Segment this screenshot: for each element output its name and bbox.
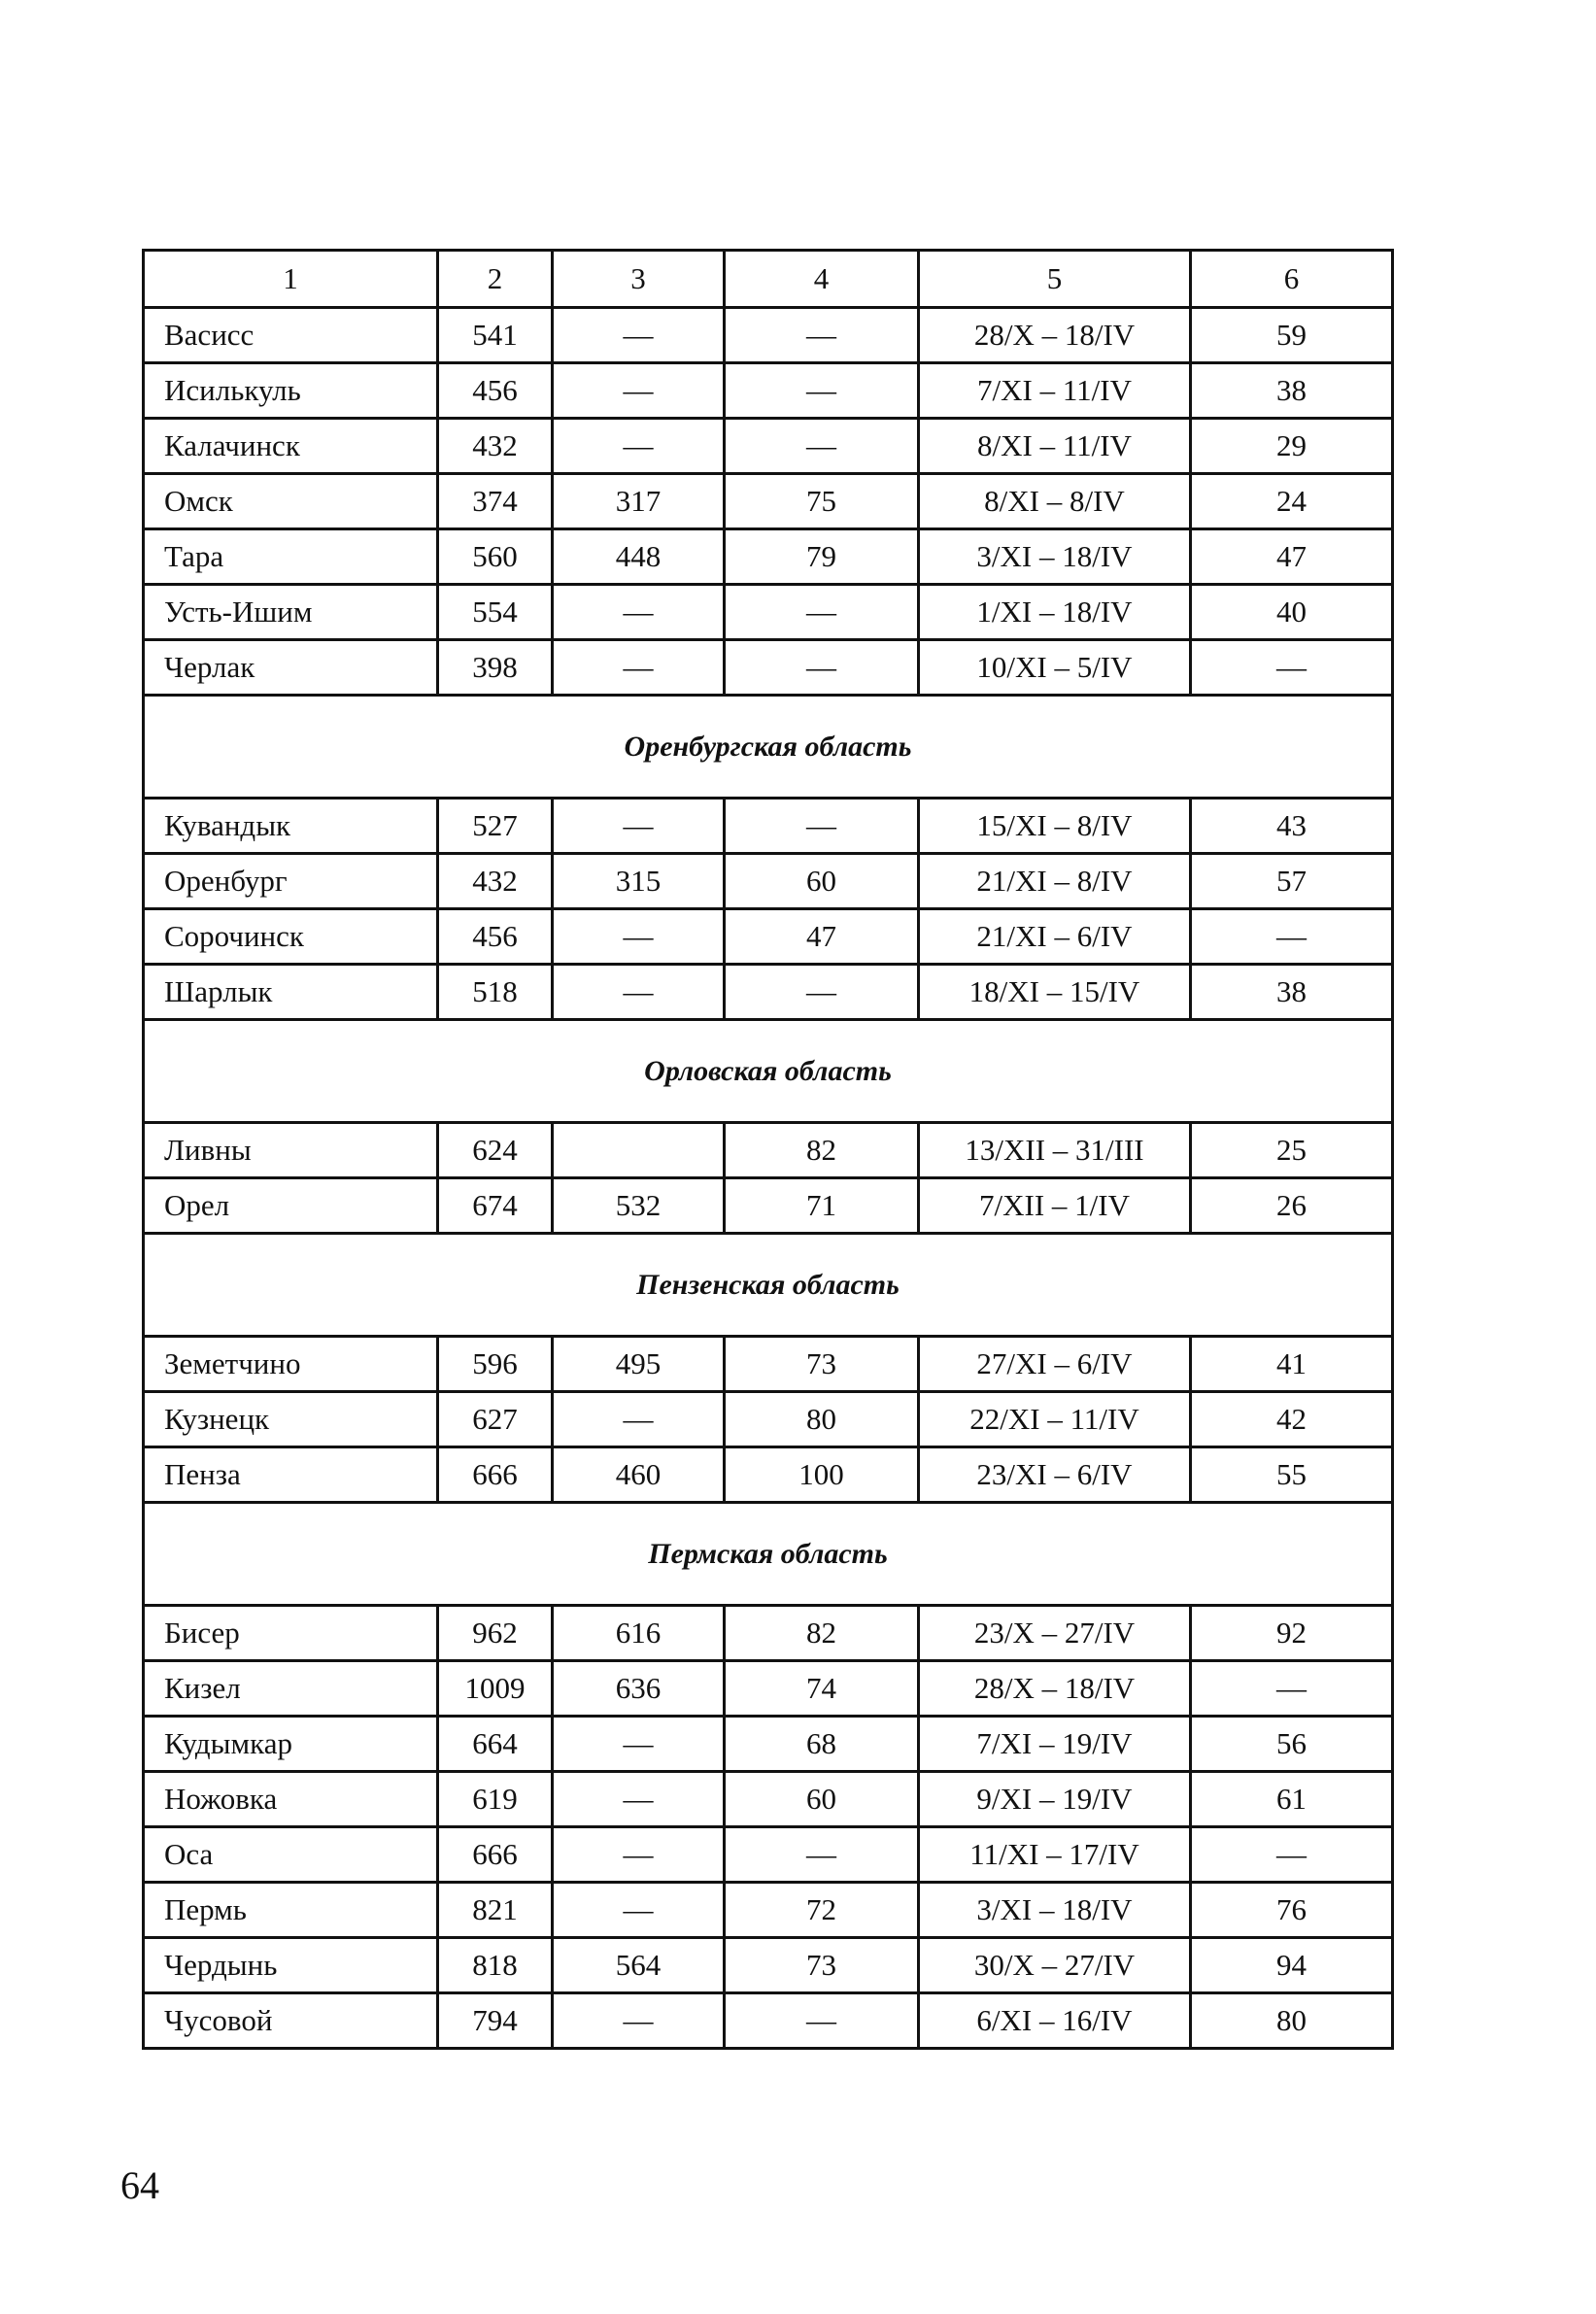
table-row — [144, 1606, 1393, 1661]
table-row — [144, 854, 1393, 909]
table-row — [144, 1447, 1393, 1503]
table-row — [144, 419, 1393, 474]
station-name-cell: Чердынь — [144, 1938, 438, 1993]
value-cell: 495 — [553, 1337, 725, 1392]
value-cell: 71 — [725, 1178, 919, 1234]
value-cell: 29 — [1191, 419, 1393, 474]
value-cell: — — [553, 1993, 725, 2049]
value-cell: — — [725, 363, 919, 419]
value-cell: 8/XI – 8/IV — [919, 474, 1191, 529]
value-cell: 13/XII – 31/III — [919, 1123, 1191, 1178]
table-row — [144, 1661, 1393, 1717]
value-cell: — — [1191, 1827, 1393, 1883]
header-cell: 3 — [553, 251, 725, 308]
value-cell: 317 — [553, 474, 725, 529]
station-name-cell: Черлак — [144, 640, 438, 696]
table-row — [144, 585, 1393, 640]
table-row — [144, 308, 1393, 363]
value-cell: — — [1191, 909, 1393, 965]
value-cell: 560 — [438, 529, 553, 585]
value-cell: 532 — [553, 1178, 725, 1234]
value-cell: — — [725, 585, 919, 640]
value-cell: — — [553, 363, 725, 419]
value-cell: 448 — [553, 529, 725, 585]
section-heading-row — [144, 1503, 1393, 1606]
value-cell: 94 — [1191, 1938, 1393, 1993]
value-cell: 374 — [438, 474, 553, 529]
value-cell: 76 — [1191, 1883, 1393, 1938]
value-cell: — — [725, 1993, 919, 2049]
value-cell: 596 — [438, 1337, 553, 1392]
value-cell: 1/XI – 18/IV — [919, 585, 1191, 640]
header-cell: 1 — [144, 251, 438, 308]
value-cell — [553, 1123, 725, 1178]
value-cell: — — [553, 1717, 725, 1772]
value-cell: 28/X – 18/IV — [919, 308, 1191, 363]
value-cell: — — [553, 1772, 725, 1827]
value-cell: 7/XI – 19/IV — [919, 1717, 1191, 1772]
value-cell: — — [725, 419, 919, 474]
section-heading-row — [144, 1020, 1393, 1123]
station-name-cell: Омск — [144, 474, 438, 529]
station-name-cell: Чусовой — [144, 1993, 438, 2049]
value-cell: 3/XI – 18/IV — [919, 529, 1191, 585]
station-name-cell: Калачинск — [144, 419, 438, 474]
value-cell: 59 — [1191, 308, 1393, 363]
value-cell: — — [553, 308, 725, 363]
value-cell: 624 — [438, 1123, 553, 1178]
value-cell: — — [553, 419, 725, 474]
value-cell: 6/XI – 16/IV — [919, 1993, 1191, 2049]
value-cell: 18/XI – 15/IV — [919, 965, 1191, 1020]
value-cell: 42 — [1191, 1392, 1393, 1447]
header-cell: 6 — [1191, 251, 1393, 308]
station-name-cell: Ливны — [144, 1123, 438, 1178]
table-row — [144, 1938, 1393, 1993]
value-cell: — — [1191, 640, 1393, 696]
value-cell: 57 — [1191, 854, 1393, 909]
value-cell: 73 — [725, 1938, 919, 1993]
value-cell: 664 — [438, 1717, 553, 1772]
section-heading: Оренбургская область — [144, 696, 1393, 799]
value-cell: 666 — [438, 1827, 553, 1883]
station-name-cell: Кузнецк — [144, 1392, 438, 1447]
table-row — [144, 363, 1393, 419]
station-name-cell: Сорочинск — [144, 909, 438, 965]
value-cell: — — [553, 799, 725, 854]
value-cell: 23/XI – 6/IV — [919, 1447, 1191, 1503]
value-cell: — — [725, 308, 919, 363]
value-cell: 47 — [1191, 529, 1393, 585]
value-cell: — — [553, 585, 725, 640]
station-name-cell: Оренбург — [144, 854, 438, 909]
value-cell: 821 — [438, 1883, 553, 1938]
value-cell: 38 — [1191, 965, 1393, 1020]
value-cell: 315 — [553, 854, 725, 909]
header-cell: 2 — [438, 251, 553, 308]
value-cell: 72 — [725, 1883, 919, 1938]
value-cell: 92 — [1191, 1606, 1393, 1661]
section-heading: Орловская область — [144, 1020, 1393, 1123]
value-cell: 518 — [438, 965, 553, 1020]
page-number: 64 — [120, 2163, 159, 2207]
value-cell: 38 — [1191, 363, 1393, 419]
value-cell: 398 — [438, 640, 553, 696]
value-cell: 21/XI – 8/IV — [919, 854, 1191, 909]
value-cell: — — [553, 640, 725, 696]
climate-table — [142, 249, 1394, 2050]
table-row — [144, 529, 1393, 585]
station-name-cell: Васисс — [144, 308, 438, 363]
section-heading: Пензенская область — [144, 1234, 1393, 1337]
value-cell: 68 — [725, 1717, 919, 1772]
value-cell: 41 — [1191, 1337, 1393, 1392]
value-cell: 674 — [438, 1178, 553, 1234]
value-cell: 627 — [438, 1392, 553, 1447]
value-cell: — — [553, 965, 725, 1020]
value-cell: 10/XI – 5/IV — [919, 640, 1191, 696]
value-cell: 56 — [1191, 1717, 1393, 1772]
value-cell: 47 — [725, 909, 919, 965]
table-row — [144, 1883, 1393, 1938]
station-name-cell: Шарлык — [144, 965, 438, 1020]
value-cell: — — [553, 1883, 725, 1938]
value-cell: 27/XI – 6/IV — [919, 1337, 1191, 1392]
value-cell: 40 — [1191, 585, 1393, 640]
value-cell: 23/X – 27/IV — [919, 1606, 1191, 1661]
table-row — [144, 965, 1393, 1020]
value-cell: — — [725, 799, 919, 854]
value-cell: 7/XI – 11/IV — [919, 363, 1191, 419]
value-cell: 554 — [438, 585, 553, 640]
value-cell: 11/XI – 17/IV — [919, 1827, 1191, 1883]
value-cell: — — [553, 1392, 725, 1447]
value-cell: 541 — [438, 308, 553, 363]
header-cell: 5 — [919, 251, 1191, 308]
value-cell: 73 — [725, 1337, 919, 1392]
value-cell: 456 — [438, 363, 553, 419]
table-row — [144, 1772, 1393, 1827]
climate-table-container — [142, 249, 1391, 2050]
value-cell: 75 — [725, 474, 919, 529]
table-row — [144, 1123, 1393, 1178]
table-row — [144, 1717, 1393, 1772]
value-cell: 30/X – 27/IV — [919, 1938, 1191, 1993]
station-name-cell: Пенза — [144, 1447, 438, 1503]
station-name-cell: Исилькуль — [144, 363, 438, 419]
table-row — [144, 1178, 1393, 1234]
value-cell: 100 — [725, 1447, 919, 1503]
value-cell: 432 — [438, 419, 553, 474]
station-name-cell: Земетчино — [144, 1337, 438, 1392]
value-cell: — — [725, 965, 919, 1020]
section-heading: Пермская область — [144, 1503, 1393, 1606]
section-heading-row — [144, 1234, 1393, 1337]
value-cell: 15/XI – 8/IV — [919, 799, 1191, 854]
table-row — [144, 909, 1393, 965]
value-cell: 26 — [1191, 1178, 1393, 1234]
station-name-cell: Кувандык — [144, 799, 438, 854]
value-cell: 616 — [553, 1606, 725, 1661]
value-cell: — — [725, 1827, 919, 1883]
station-name-cell: Тара — [144, 529, 438, 585]
value-cell: 432 — [438, 854, 553, 909]
table-row — [144, 1392, 1393, 1447]
value-cell: 22/XI – 11/IV — [919, 1392, 1191, 1447]
value-cell: — — [1191, 1661, 1393, 1717]
column-number-header-row — [144, 251, 1393, 308]
value-cell: 9/XI – 19/IV — [919, 1772, 1191, 1827]
table-row — [144, 640, 1393, 696]
station-name-cell: Орел — [144, 1178, 438, 1234]
value-cell: 636 — [553, 1661, 725, 1717]
value-cell: 61 — [1191, 1772, 1393, 1827]
value-cell: 55 — [1191, 1447, 1393, 1503]
value-cell: 456 — [438, 909, 553, 965]
value-cell: 80 — [1191, 1993, 1393, 2049]
table-row — [144, 799, 1393, 854]
value-cell: 80 — [725, 1392, 919, 1447]
value-cell: 79 — [725, 529, 919, 585]
value-cell: — — [553, 909, 725, 965]
value-cell: 21/XI – 6/IV — [919, 909, 1191, 965]
station-name-cell: Ножовка — [144, 1772, 438, 1827]
value-cell: 60 — [725, 1772, 919, 1827]
station-name-cell: Кизел — [144, 1661, 438, 1717]
table-row — [144, 474, 1393, 529]
value-cell: 25 — [1191, 1123, 1393, 1178]
value-cell: 7/XII – 1/IV — [919, 1178, 1191, 1234]
value-cell: 666 — [438, 1447, 553, 1503]
value-cell: 43 — [1191, 799, 1393, 854]
value-cell: 60 — [725, 854, 919, 909]
station-name-cell: Оса — [144, 1827, 438, 1883]
value-cell: 818 — [438, 1938, 553, 1993]
value-cell: 1009 — [438, 1661, 553, 1717]
value-cell: 460 — [553, 1447, 725, 1503]
value-cell: 82 — [725, 1123, 919, 1178]
value-cell: 3/XI – 18/IV — [919, 1883, 1191, 1938]
value-cell: 619 — [438, 1772, 553, 1827]
station-name-cell: Пермь — [144, 1883, 438, 1938]
table-body — [144, 251, 1393, 2049]
table-row — [144, 1337, 1393, 1392]
table-row — [144, 1827, 1393, 1883]
value-cell: — — [725, 640, 919, 696]
station-name-cell: Бисер — [144, 1606, 438, 1661]
table-row — [144, 1993, 1393, 2049]
value-cell: 82 — [725, 1606, 919, 1661]
station-name-cell: Усть-Ишим — [144, 585, 438, 640]
value-cell: 962 — [438, 1606, 553, 1661]
value-cell: 8/XI – 11/IV — [919, 419, 1191, 474]
value-cell: 28/X – 18/IV — [919, 1661, 1191, 1717]
station-name-cell: Кудымкар — [144, 1717, 438, 1772]
value-cell: 74 — [725, 1661, 919, 1717]
value-cell: 564 — [553, 1938, 725, 1993]
header-cell: 4 — [725, 251, 919, 308]
value-cell: 24 — [1191, 474, 1393, 529]
section-heading-row — [144, 696, 1393, 799]
value-cell: — — [553, 1827, 725, 1883]
value-cell: 794 — [438, 1993, 553, 2049]
value-cell: 527 — [438, 799, 553, 854]
